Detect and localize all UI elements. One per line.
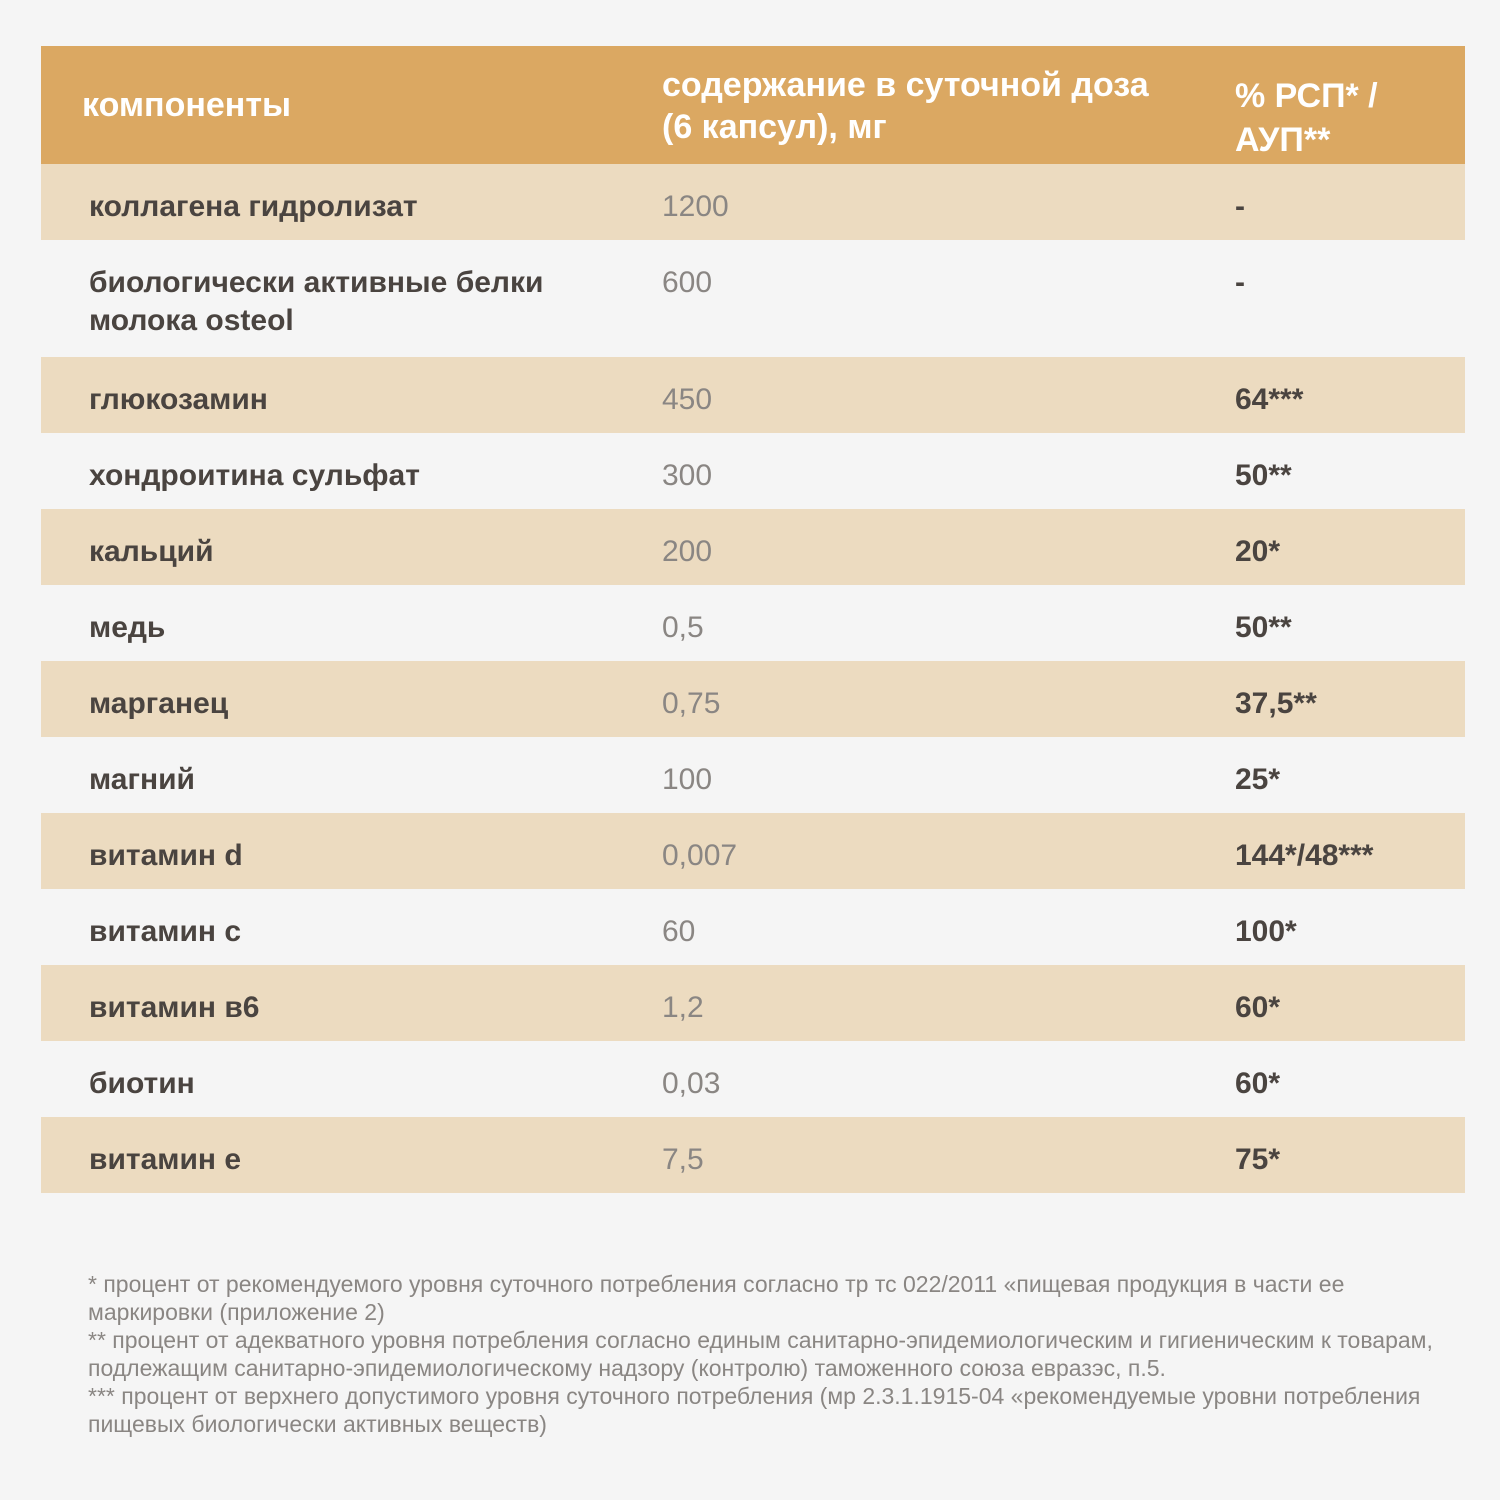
- component-percent: 60*: [1235, 991, 1281, 1024]
- table-row: [41, 240, 1465, 357]
- component-value: 450: [662, 383, 713, 416]
- component-name: биотин: [89, 1067, 195, 1100]
- component-value: 300: [662, 459, 713, 492]
- table-row: [41, 433, 1465, 509]
- table-row: [41, 737, 1465, 813]
- component-name: витамин d: [89, 839, 243, 872]
- footnotes: [88, 1270, 1468, 1438]
- footnote-rsp: * процент от рекомендуемого уровня суточного потребления согласно тр тс 022/2011 «пищевая продукция в части ее маркировки (приложение 2): [88, 1271, 1345, 1325]
- table-row: [41, 813, 1465, 889]
- component-value: 0,75: [662, 687, 721, 720]
- component-name: марганец: [89, 687, 229, 720]
- component-value: 1200: [662, 190, 729, 223]
- header-components: компоненты: [82, 86, 292, 124]
- component-percent: -: [1235, 190, 1245, 223]
- component-name: биологически активные белки молока osteol: [89, 266, 544, 337]
- footnote-upper-limit: *** процент от верхнего допустимого уровня суточного потребления (мр 2.3.1.1915-04 «рекомендуемые уровни потребления пищевых биологически активных веществ): [88, 1383, 1421, 1437]
- component-value: 0,03: [662, 1067, 721, 1100]
- table-row: [41, 1117, 1465, 1193]
- component-value: 60: [662, 915, 696, 948]
- component-percent: 37,5**: [1235, 687, 1317, 720]
- component-name: витамин с: [89, 915, 242, 948]
- component-percent: 64***: [1235, 383, 1304, 416]
- component-value: 200: [662, 535, 713, 568]
- table-row: [41, 585, 1465, 661]
- table-row: [41, 164, 1465, 240]
- component-percent: 20*: [1235, 535, 1281, 568]
- component-value: 7,5: [662, 1143, 704, 1176]
- table-row: [41, 1041, 1465, 1117]
- header-percent: % РСП* /АУП**: [1235, 77, 1378, 159]
- table-row: [41, 889, 1465, 965]
- component-percent: 50**: [1235, 459, 1292, 492]
- header-daily-dose: содержание в суточной доза (6 капсул), мг: [662, 66, 1149, 146]
- component-percent: 144*/48***: [1235, 839, 1374, 872]
- component-name: витамин е: [89, 1143, 242, 1176]
- table-row: [41, 965, 1465, 1041]
- table-row: [41, 357, 1465, 433]
- component-percent: 60*: [1235, 1067, 1281, 1100]
- component-name: глюкозамин: [89, 383, 268, 416]
- component-name: медь: [89, 611, 166, 644]
- component-percent: 100*: [1235, 915, 1297, 948]
- component-value: 600: [662, 266, 713, 299]
- component-name: хондроитина сульфат: [89, 459, 420, 492]
- composition-table: [41, 46, 1465, 1193]
- component-percent: 25*: [1235, 763, 1281, 796]
- table-row: [41, 661, 1465, 737]
- component-name: коллагена гидролизат: [89, 190, 418, 223]
- footnote-aup: ** процент от адекватного уровня потребления согласно единым санитарно-эпидемиологическим и гигиеническим к товарам, подлежащим санитарно-эпидемиологическому надзору (контролю) таможенного союза евразэс, п.5.: [88, 1327, 1433, 1381]
- component-name: витамин в6: [89, 991, 260, 1024]
- component-value: 0,007: [662, 839, 738, 872]
- table-row: [41, 509, 1465, 585]
- component-name: магний: [89, 763, 195, 796]
- component-percent: 75*: [1235, 1143, 1281, 1176]
- component-value: 1,2: [662, 991, 704, 1024]
- component-value: 0,5: [662, 611, 704, 644]
- table-header: [41, 46, 1465, 164]
- component-percent: 50**: [1235, 611, 1292, 644]
- component-value: 100: [662, 763, 713, 796]
- component-name: кальций: [89, 535, 214, 568]
- component-percent: -: [1235, 266, 1245, 299]
